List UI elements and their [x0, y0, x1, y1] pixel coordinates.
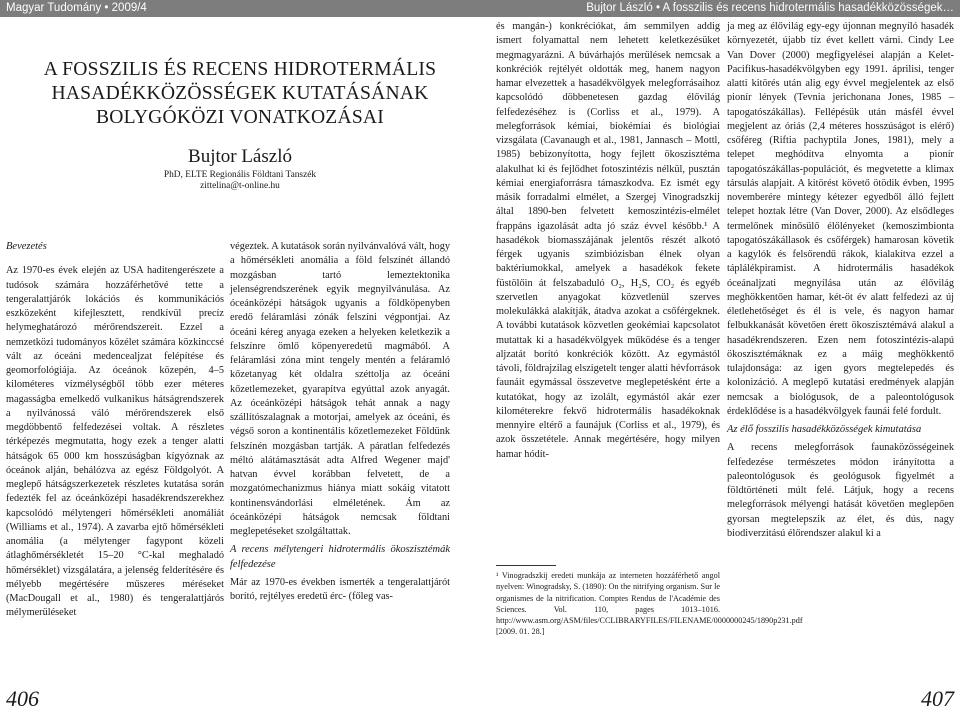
title-line: HASADÉKKÖZÖSSÉGEK KUTATÁSÁNAK [51, 83, 429, 104]
author-email: zittelina@t-online.hu [200, 181, 280, 191]
paragraph: A recens melegforrások faunaközösségeinek felfedezése természetes módon irányította a paleontológusok és geológusok figyelmét a földtörténeti múlt felé. Látjuk, hogy a recens melegforrások mélyengi hatását követően meglepően gyorsan megtelepszik az élet, és dús, nagy biodiverzitású élőrendszer alakul ki a [727, 442, 954, 539]
paragraph: és mangán-) konkréciókat, ám semmilyen addig ismert folyamattal nem lehetett keletkezésüket megmagyarázni. A búvárhajós merülések nemcsak a konkréciók rejtélyét oldották meg, hanem nagyon hamar elvezettek a hasadékvölgyek melegforrásaihoz kapcsolódó döbbenetesen gazdag élővilág felfedezéséhez is (Corliss et al., 1979). A melegforrások kémiai, biokémiai és biológiai vizsgálata (Cavanaugh et al., 1981, Jannasch – Mottl, 1985) bebizonyította, hogy fejlett ökoszisztéma alakulhat ki és fejlődhet fotoszintézis nélkül, pusztán kémiai energiaforrásra támaszkodva. Ez ismét egy másik forradalmi elmélet, a Szergej Vinogradszkij által 1890-ben felvetett kemoszintézis-elmélet frappáns igazolását adta jó száz évvel később.¹ A hasadékok biomasszájának jelentős részét alkotó férgek ugyanis szimbiózisban élnek olyan baktériumokkal, amelyek a hasadékok fekete füstölőin át felszabaduló O₂, H₂S, CO₂ és egyéb szervetlen anyagokat közvetlenül szerves molekulákká alakítják, átadva azokat a csőférgeknek. A további kutatások közvetlen geokémiai kapcsolatot mutattak ki a hasadékvölgyek működése és a tenger aljzatát borító konkréciók között. Az egymástól távoli, földrajzilag elszigetelt tenger alatti hévforrások faunáit egymással összevetve meglepetésként érte a kutatókat, hogy az izolált, egymástól akár ezer kilométerekre fekvő hidrotermális hasadékoknak mennyire eltérő a faunájuk (Corliss et al., 1979), és azok összetétele. Annak megértésére, hogy milyen hamar hódít- [496, 21, 720, 460]
page-number-left: 406 [6, 686, 39, 711]
footnote: ¹ Vinogradszkij eredeti munkája az interneten hozzáférhető angol nyelven: Winogradsky, S. (1890): On the nitrifying organism. Sur le organismes de la nitrification. Comptes Rendus de l'Académie des Sciences. Vol. 110, pages 1013–1016. http://www.asm.org/ASM/files/CCLIBRARYFILES/FILENAME/0000000245/1890p231.pdf [2009. 01. 28.] [496, 571, 803, 637]
paragraph: végeztek. A kutatások során nyilvánvalóvá vált, hogy a hőmérsékleti anomália a föld felszínét állandó mozgásban tartó lemeztektonika jelenségrendszerének egyik megnyilvánulása. Az óceánközépi hátságok ugyanis a földköpenyben eredő feláramlási zónák felszíni végpontjai. Az óceáni kéreg anyaga ezeken a helyeken keletkezik a felszínre ömlő köpenyeredetű magmából. A feláramlási zóna mint tengely mentén a feláramló kőzetanyag két oldalra széttolja az óceáni kőzetlemezeket, gyarapítva egyúttal azok anyagát. Az óceánközépi hátságok tehát annak a nagy szállítószalagnak a motorjai, amelyek az óceáni, és végső soron a kontinentális kőzetlemezeket Földünk felszínén mozgásban tartják. A páratlan felfedezés méltó alátámasztását adta Alfred Wegener majd' hatvan évvel korábban felvetett, de a mozgatómechanizmus hiánya miatt sokáig vitatott kontinensvándorlási elméletének. Ám az óceánközépi hátságok nemcsak földtani meglepetéseket szolgáltattak. [230, 241, 450, 537]
column-2 [230, 240, 450, 604]
section-heading: Az élő fosszilis hasadékközösségek kimutatása [727, 424, 922, 435]
author-name: Bujtor László [188, 146, 292, 167]
column-1 [6, 240, 224, 621]
title-line: BOLYGÓKÖZI VONATKOZÁSAI [96, 107, 384, 128]
article-title [0, 58, 480, 130]
column-4 [727, 20, 954, 541]
section-heading: A recens mélytengeri hidrotermális ökoszisztémák felfedezése [230, 544, 450, 570]
footnote-rule [496, 565, 556, 566]
author-affiliation [120, 170, 360, 192]
paragraph: ja meg az élővilág egy-egy újonnan megnyíló hasadék környezetét, újabb tíz évet kellett várni. Cindy Lee Van Dover (2000) megfigyelései alapján a Kelet-Pacifikus-hasadékvölgyben egy 1991. áprilisi, tenger alatti kitörés után alig egy évvel megjelentek az első pionír lények (Tevnia jerichonana Jones, 1985 – tapogatószákállas). Fellépésük után másfél évvel megjelent az óriás (2,4 méteres hosszúságot is elérő) csőféreg (Riftia pachyptila Jones, 1981), mely a telepet meghódítva elnyomta a pionír tapogatószákállas-populációt, és megvetette a klimax társulás alapjait. A kitörést követő ötödik évben, 1995 novemberére mintegy kétezer egyedből álló fejlett telepet hoztak létre (Van Dover, 2000). Az elsődleges termelőnek minősülő élőlényeket (kemoszimbionta tapogatószákállasok és csőférgek) hamarosan követik a kagylók és felsőrendű rákok, kialakítva ezzel a táplálékpiramist. A hidrotermális hasadékok óceánaljzati megnyílása után az élővilág meghökkentően hamar, két-öt év alatt felfedezi az új életlehetőséget és él is vele, és nagyon hamar felbukkanását követően érett ökoszisztémává alakul a hasadékrendszeren. Ezen nem fotoszintézis-alapú ökoszisztémáknak ez a máig meghökkentő tulajdonsága: az igen gyors megtelepedés és kolonizáció. A meglepő kutatási eredmények alapján nemcsak a biológusok, de a paleontológusok érdeklődése is a hasadékvölgyek faunái felé fordult. [727, 21, 954, 417]
affiliation-text: PhD, ELTE Regionális Földtani Tanszék [163, 170, 317, 180]
title-line: A FOSSZILIS ÉS RECENS HIDROTERMÁLIS [43, 59, 437, 80]
column-3 [496, 20, 720, 462]
running-header-left: Magyar Tudomány • 2009/4 [0, 0, 480, 17]
page-number-right: 407 [921, 686, 954, 711]
running-header-right: Bujtor László • A fosszilis és recens hidrotermális hasadékközösségek… [480, 0, 960, 17]
section-heading-introduction: Bevezetés [6, 241, 47, 252]
paragraph: Már az 1970-es években ismerték a tengeralattjárót borító, rejtélyes eredetű érc- (főleg vas- [230, 576, 450, 602]
paragraph: Az 1970-es évek elején az USA haditengerészete a tudósok számára hozzáférhetővé tette a tengeralattjárók lokációs és kommunikációs eszközeként kifejlesztett, rendkívül precíz helymeghatározó mérőrendszereit. Ezzel a nemzetközi tudományos közélet számára közkinccsé vált az óceáni medencealjzat felépítése és geomorfológiája. Az óceánok közepén, 4–5 kilométeres vízmélységből több ezer méteres magasságba emelkedő vulkanikus hátságrendszerek a nyilvánossá váló mérőrendszerek első megdöbbentő felfedezései voltak. A részletes térképezés megmutatta, hogy ezek a tenger alatti hátságok 65 000 km hosszúságban kígyóznak az óceánok alján, behálózva az egész Földgolyót. A meglepő hátságszerkezetek részletes kutatása során fedezték fel az óceánközépi hasadékrendszerekhez kapcsolódó mélytengeri hőmérsékleti anomáliát (Williams et al., 1974). A zavarba ejtő hőmérsékleti anomália (a mélytenger fagypont közeli átlaghőmérsékletét 15–20 °C-kal meghaladó hőmérséklet) vizsgálatára, a jelenség felderítésére és mélyebb megértésére műszeres méréseket (MacDougall et al., 1980) és tengeralattjárós mélymerüléseket [6, 265, 224, 619]
